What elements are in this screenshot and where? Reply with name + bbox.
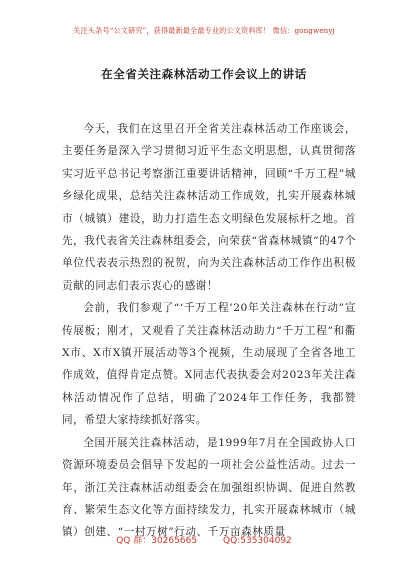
document-body: [62, 118, 356, 544]
header-banner: 关注头条号“公文研究”，获得最新最全最专业的公文资料库！ 微信：gongwenyj: [73, 26, 335, 35]
paragraph-1: 今天，我们在这里召开全省关注森林活动工作座谈会，主要任务是深入学习贯彻习近平生态文明思想，认真贯彻落实习近平总书记考察浙江重要讲话精神，回顾“千万工程”城乡绿化成果，总结关注森林活动工作成效，扎实开展森林城市（城镇）建设，助力打造生态文明绿色发展标杆之地。首先，我代表省关注森林组委会，向荣获“省森林城镇”的47个单位代表表示热烈的祝贺，向为关注森林活动工作作出积极贡献的同志们表示衷心的感谢！: [62, 123, 356, 292]
footer-qq-group: QQ 群：30265665: [116, 536, 198, 546]
footer-qq: QQ:535304092: [223, 536, 292, 546]
paragraph-2: 会前，我们参观了“‘千万工程’20年关注森林在行动”宣传展板；刚才，又观看了关注森林活动助力“千万工程”和衢X市、X市X镇开展活动等3个视频，生动展现了全省各地工作成效，值得肯定点赞。X同志代表执委会对2023年关注森林活动情况作了总结，明确了2024年工作任务，我都赞同，希望大家持续抓好落实。: [62, 302, 356, 427]
document-title: 在全省关注森林活动工作会议上的讲话: [101, 67, 307, 81]
footer-contact: [0, 533, 408, 546]
paragraph-3: 全国开展关注森林活动，是1999年7月在全国政协人口资源环境委员会倡导下发起的一项社会公益性活动。过去一年，浙江关注森林活动组委会在加强组织协调、促进自然教育、繁荣生态文化等方面持续发力，扎实开展森林城市（城镇）创建、“一村万树”行动、千万亩森林质量: [62, 436, 356, 539]
